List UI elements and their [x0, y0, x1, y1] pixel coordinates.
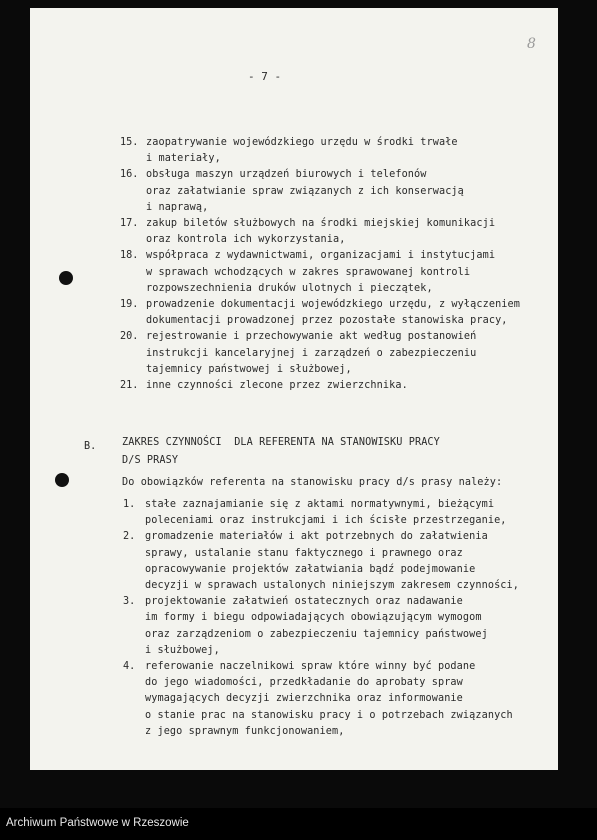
archive-page-mark: 8: [527, 36, 536, 52]
section-heading: D/S PRASY: [122, 455, 179, 466]
item-text-line: i naprawą,: [146, 201, 209, 213]
item-text-line: prowadzenie dokumentacji wojewódzkiego urzędu, z wyłączeniem: [146, 299, 521, 310]
item-text-line: referowanie naczelnikowi spraw które winny być podane: [145, 661, 476, 672]
item-number: 20.: [120, 331, 139, 343]
item-text-line: i materiały,: [146, 153, 221, 165]
item-text-line: opracowywanie projektów załatwiania bądź podejmowanie: [145, 563, 476, 575]
item-text-line: zaopatrywanie wojewódzkiego urzędu w środki trwałe: [146, 137, 458, 148]
item-number: 4.: [123, 661, 136, 672]
item-text-line: stałe zaznajamianie się z aktami normatywnymi, bieżącymi: [145, 499, 495, 510]
item-text-line: wymagających decyzji zwierzchnika oraz informowanie: [145, 693, 463, 705]
item-text-line: inne czynności zlecone przez zwierzchnika.: [146, 380, 408, 391]
item-number: 2.: [123, 531, 136, 543]
item-number: 19.: [120, 299, 139, 310]
item-number: 18.: [120, 250, 139, 262]
section-intro: Do obowiązków referenta na stanowisku pracy d/s prasy należy:: [122, 477, 503, 488]
item-text-line: z jego sprawnym funkcjonowaniem,: [145, 725, 345, 737]
item-text-line: w sprawach wchodzących w zakres sprawowanej kontroli: [146, 266, 471, 278]
item-text-line: współpraca z wydawnictwami, organizacjami i instytucjami: [146, 250, 496, 262]
item-text-line: oraz zarządzeniom o zabezpieczeniu tajemnicy państwowej: [145, 628, 488, 640]
item-text-line: i służbowej,: [145, 644, 220, 656]
item-text-line: zakup biletów służbowych na środki miejskiej komunikacji: [146, 218, 496, 229]
item-number: 17.: [120, 218, 139, 229]
item-text-line: instrukcji kancelaryjnej i zarządzeń o zabezpieczeniu: [146, 347, 477, 359]
punch-hole: [59, 271, 73, 285]
item-text-line: sprawy, ustalanie stanu faktycznego i prawnego oraz: [145, 547, 463, 559]
item-text-line: im formy i biegu odpowiadających obowiązującym wymogom: [145, 612, 482, 624]
item-text-line: o stanie prac na stanowisku pracy i o potrzebach związanych: [145, 709, 513, 721]
item-text-line: rozpowszechnienia druków ulotnych i pieczątek,: [146, 282, 433, 294]
item-text-line: rejestrowanie i przechowywanie akt według postanowień: [146, 331, 477, 343]
item-text-line: gromadzenie materiałów i akt potrzebnych do załatwienia: [145, 531, 488, 543]
punch-hole: [55, 473, 69, 487]
section-letter: B.: [84, 441, 97, 452]
item-number: 3.: [123, 596, 136, 608]
item-text-line: decyzji w sprawach ustalonych niniejszym zakresem czynności,: [145, 580, 520, 591]
footer-bar: [0, 808, 597, 840]
item-text-line: oraz załatwianie spraw związanych z ich konserwacją: [146, 185, 464, 197]
item-number: 16.: [120, 169, 139, 181]
item-text-line: dokumentacji prowadzonej przez pozostałe stanowiska pracy,: [146, 315, 508, 327]
item-text-line: obsługa maszyn urządzeń biurowych i telefonów: [146, 169, 427, 181]
item-text-line: projektowanie załatwień ostatecznych oraz nadawanie: [145, 596, 463, 608]
page-number: - 7 -: [248, 70, 282, 83]
section-heading: ZAKRES CZYNNOŚCI DLA REFERENTA NA STANOWISKU PRACY: [122, 437, 440, 448]
item-number: 1.: [123, 499, 136, 510]
item-text-line: tajemnicy państwowej i służbowej,: [146, 363, 352, 375]
item-text-line: do jego wiadomości, przedkładanie do aprobaty spraw: [145, 677, 463, 689]
item-text-line: poleceniami oraz instrukcjami i ich ścisłe przestrzeganie,: [145, 515, 507, 527]
item-text-line: oraz kontrola ich wykorzystania,: [146, 234, 346, 246]
item-number: 21.: [120, 380, 139, 391]
item-number: 15.: [120, 137, 139, 148]
archive-name: Archiwum Państwowe w Rzeszowie: [6, 817, 189, 829]
